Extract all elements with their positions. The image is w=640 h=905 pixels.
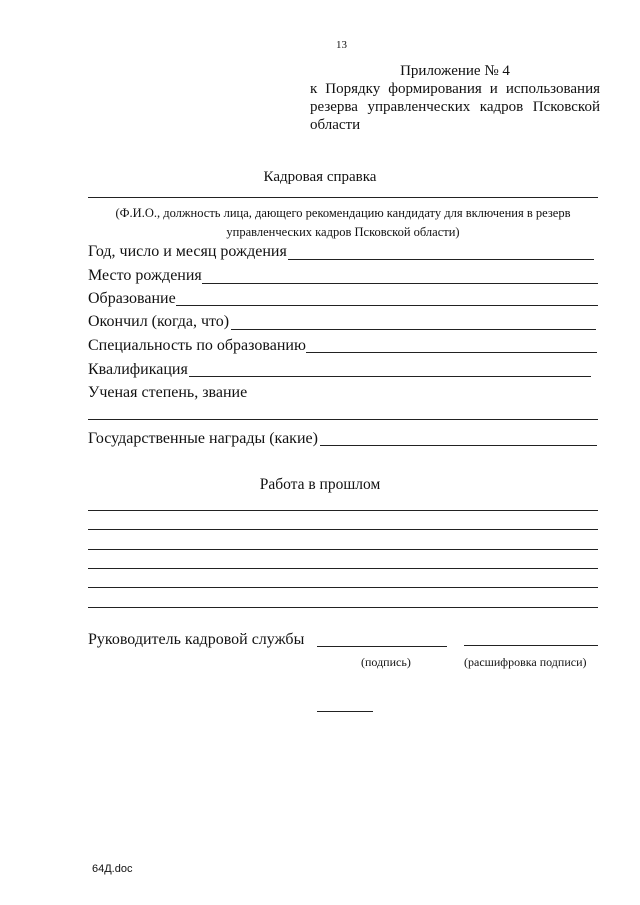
work-line xyxy=(88,568,598,569)
field-specialty-label: Специальность по образованию xyxy=(88,337,306,354)
work-line xyxy=(88,549,598,550)
end-divider xyxy=(317,711,373,712)
appendix-line-1: к Порядку формирования и использования xyxy=(310,81,600,97)
field-education-line xyxy=(176,305,598,306)
field-graduated-label: Окончил (когда, что) xyxy=(88,313,230,330)
field-awards-label: Государственные награды (какие) xyxy=(88,430,318,447)
field-birth-date-line xyxy=(288,259,594,260)
field-degree-label: Ученая степень, звание xyxy=(88,384,248,401)
page-number: 13 xyxy=(336,39,347,51)
signature-decoding-line xyxy=(464,645,598,646)
field-qualification-label: Квалификация xyxy=(88,361,188,378)
fio-caption: (Ф.И.О., должность лица, дающего рекомендацию кандидату для включения в резерв управленческих кадров Псковской области) xyxy=(115,206,571,239)
field-birth-place-label: Место рождения xyxy=(88,267,202,284)
document-title: Кадровая справка xyxy=(263,169,377,185)
signature-line xyxy=(317,646,447,647)
signature-label: Руководитель кадровой службы xyxy=(88,631,305,648)
work-line xyxy=(88,607,598,608)
work-line xyxy=(88,587,598,588)
field-birth-date-label: Год, число и месяц рождения xyxy=(88,243,287,260)
fio-line xyxy=(88,197,598,198)
work-line xyxy=(88,510,598,511)
field-qualification-line xyxy=(189,376,591,377)
field-awards-line xyxy=(320,445,597,446)
field-degree-line xyxy=(88,419,598,420)
appendix-line-2: резерва управленческих кадров Псковской xyxy=(310,99,600,115)
signature-caption: (подпись) xyxy=(361,655,411,669)
signature-decoding-caption: (расшифровка подписи) xyxy=(464,655,587,669)
field-birth-place-line xyxy=(202,283,598,284)
field-specialty-line xyxy=(306,352,597,353)
work-line xyxy=(88,529,598,530)
file-name-footer: 64Д.doc xyxy=(92,863,133,875)
field-education-label: Образование xyxy=(88,290,176,307)
field-graduated-line xyxy=(231,329,596,330)
appendix-line-3: области xyxy=(310,117,361,133)
section-title-work: Работа в прошлом xyxy=(259,476,381,493)
appendix-block xyxy=(310,62,600,134)
appendix-title: Приложение № 4 xyxy=(400,63,510,79)
